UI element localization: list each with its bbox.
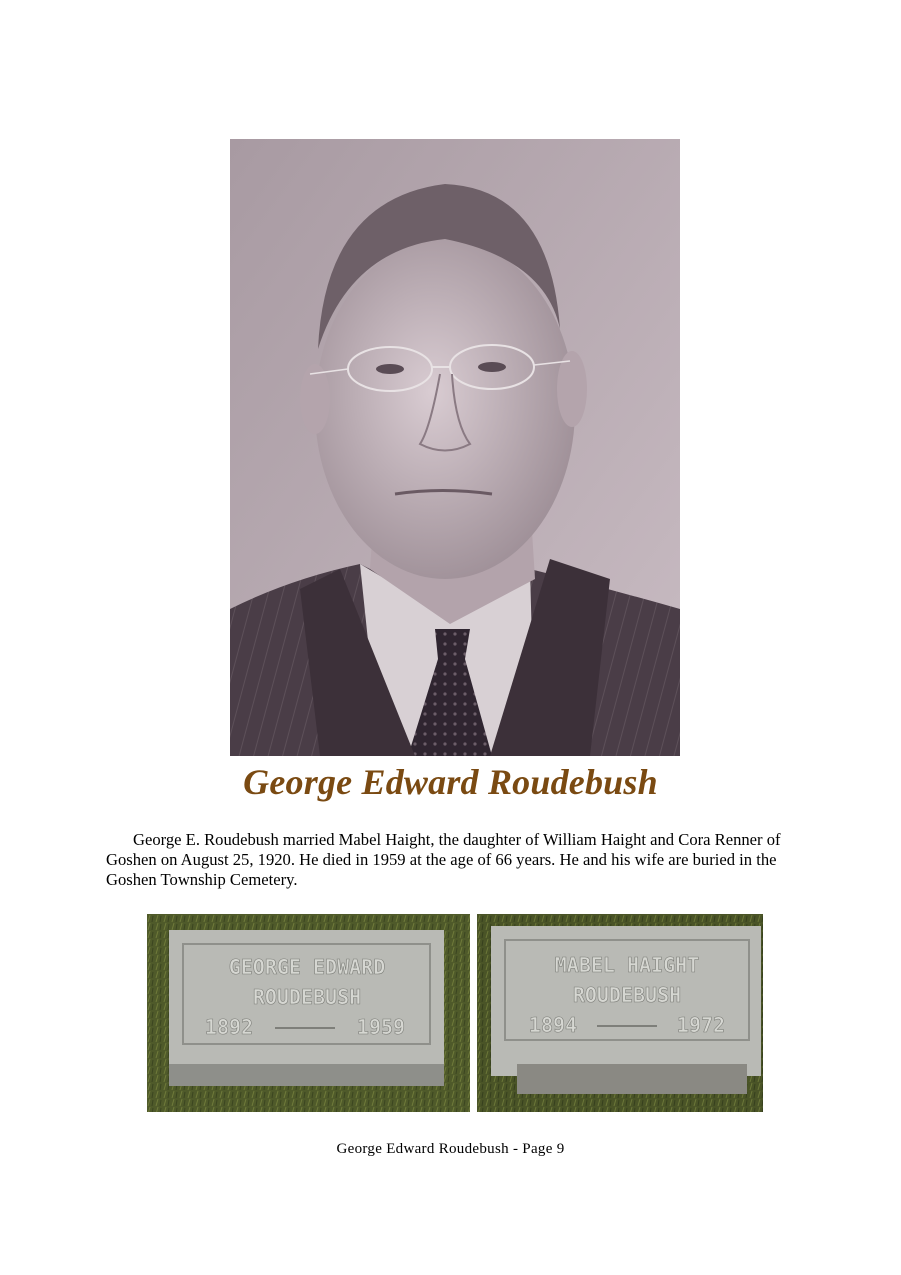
gravestone-photo-mabel	[477, 914, 763, 1112]
stone-birth-year: 1894	[528, 1013, 578, 1037]
stone-birth-year: 1892	[204, 1015, 254, 1039]
page-title: George Edward Roudebush	[243, 762, 658, 802]
portrait-photo	[230, 139, 680, 756]
gravestone-image	[147, 914, 470, 1112]
stone-line1: GEORGE EDWARD	[228, 955, 386, 979]
stone-death-year: 1959	[356, 1015, 406, 1039]
stone-line1: MABEL HAIGHT	[554, 953, 700, 977]
stone-death-year: 1972	[676, 1013, 726, 1037]
page-footer: George Edward Roudebush - Page 9	[336, 1141, 565, 1157]
gravestone-photo-george	[147, 914, 470, 1112]
stone-line2: ROUDEBUSH	[252, 985, 362, 1009]
paragraph-text: George E. Roudebush married Mabel Haight, the daughter of William Haight and Cora Renner of Goshen on August 25, 1920. He died in 1959 at the age of 66 years. He and his wife are buried in the Goshen Township Cemetery.	[106, 830, 781, 889]
stone-line2: ROUDEBUSH	[572, 983, 682, 1007]
gravestone-image	[477, 914, 763, 1112]
portrait-image	[230, 139, 680, 756]
body-paragraph	[106, 830, 806, 890]
